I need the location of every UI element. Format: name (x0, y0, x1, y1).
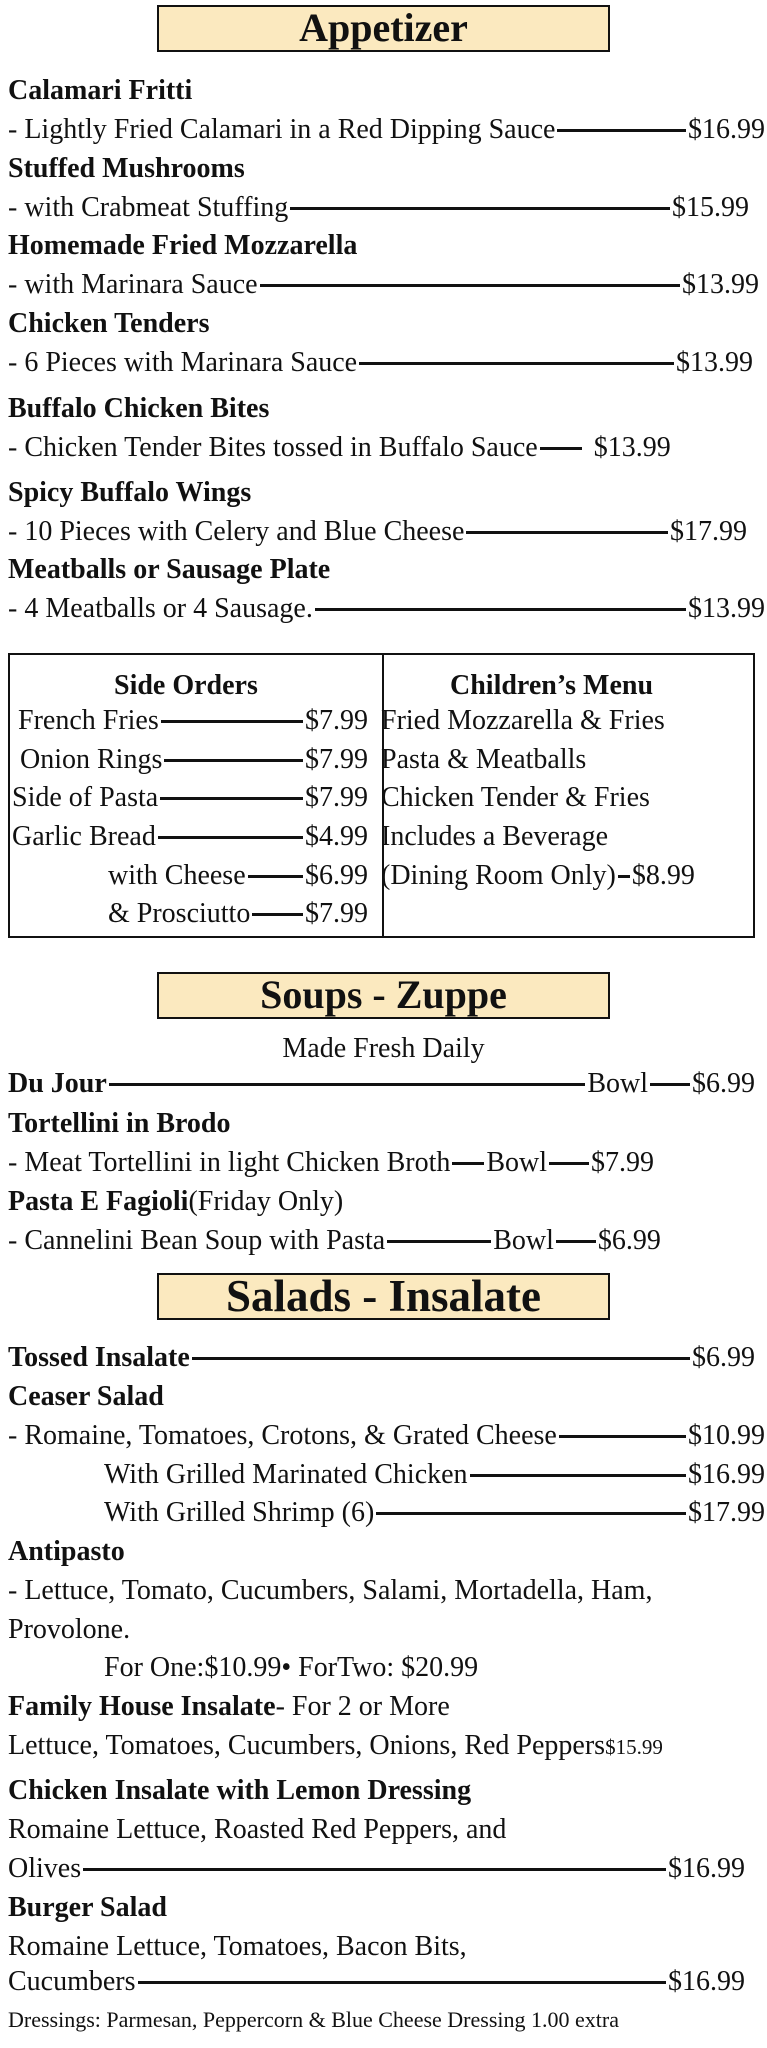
menu-item-line (8, 513, 765, 551)
menu-item-price: $16.99 (688, 114, 765, 145)
menu-item-desc: Lettuce, Tomatoes, Cucumbers, Onions, Red Peppers (8, 1730, 606, 1761)
leader-line (650, 1083, 690, 1086)
leader-line (556, 1240, 596, 1243)
menu-item-desc: - 6 Pieces with Marinara Sauce (8, 347, 358, 378)
menu-item-price: $15.99 (605, 1735, 663, 1759)
side-item-price: $7.99 (305, 744, 368, 775)
menu-item-desc: - 4 Meatballs or 4 Sausage. (8, 593, 313, 624)
kids-price-row (381, 857, 749, 895)
leader-line (470, 1474, 686, 1477)
side-item (20, 741, 368, 779)
leader-line (549, 1162, 589, 1165)
menu-item-note: - For 2 or More (275, 1691, 450, 1722)
menu-item-line (8, 429, 765, 467)
menu-item-price: $13.99 (593, 432, 671, 463)
kids-item: Chicken Tender & Fries (381, 782, 650, 813)
menu-item-price: $16.99 (688, 1459, 765, 1490)
side-item (18, 702, 368, 740)
side-item-label: with Cheese (108, 860, 246, 891)
side-item (108, 857, 368, 895)
menu-item-name: Calamari Fritti (8, 75, 193, 106)
menu-item-name: Buffalo Chicken Bites (8, 393, 270, 424)
side-item-price: $4.99 (305, 821, 368, 852)
leader-line (376, 1512, 686, 1515)
kids-item: Includes a Beverage (381, 821, 608, 852)
leader-line (559, 1435, 686, 1438)
menu-item-name: Tortellini in Brodo (8, 1108, 231, 1139)
menu-item-desc: - Chicken Tender Bites tossed in Buffalo Sauce (8, 432, 538, 463)
leader-line (540, 447, 582, 450)
menu-item-name: Spicy Buffalo Wings (8, 477, 252, 508)
menu-item-price: $10.99 (688, 1420, 765, 1451)
menu-item-name: Ceaser Salad (8, 1381, 164, 1412)
menu-item-desc: Romaine Lettuce, Tomatoes, Bacon Bits, (8, 1931, 467, 1962)
menu-item-desc: - Romaine, Tomatoes, Crotons, & Grated Cheese (8, 1420, 557, 1451)
menu-item-name: Tossed Insalate (8, 1342, 190, 1373)
menu-item-name: Family House Insalate (8, 1691, 276, 1722)
leader-line (452, 1162, 484, 1165)
appetizer-header (157, 5, 610, 52)
leader-line (161, 720, 303, 723)
menu-item-desc: Provolone. (8, 1614, 131, 1645)
soups-header (157, 972, 610, 1019)
menu-item-line (8, 1065, 765, 1103)
leader-line (618, 875, 630, 878)
menu-item-line (8, 189, 765, 227)
menu-item-title-line (8, 1688, 765, 1726)
menu-item-price: $16.99 (668, 1853, 745, 1884)
bowl-label: Bowl (486, 1147, 548, 1178)
menu-item-desc: - with Marinara Sauce (8, 269, 258, 300)
side-item-price: $7.99 (305, 782, 368, 813)
leader-line (252, 913, 303, 916)
leader-line (138, 1981, 666, 1984)
menu-item-price: $15.99 (672, 192, 749, 223)
side-item (108, 895, 368, 933)
menu-item-desc: Olives (8, 1853, 82, 1884)
menu-item-name: Chicken Insalate with Lemon Dressing (8, 1775, 472, 1806)
side-item-label: French Fries (18, 705, 159, 736)
kids-item: (Dining Room Only) (381, 860, 616, 891)
menu-item-desc: Cucumbers (8, 1966, 136, 1997)
kids-item: Fried Mozzarella & Fries (381, 705, 665, 736)
side-item-label: & Prosciutto (108, 898, 251, 929)
menu-item-line (8, 1963, 765, 2001)
menu-item-title-line (8, 1183, 765, 1221)
leader-line (290, 207, 670, 210)
kids-item: Pasta & Meatballs (381, 744, 587, 775)
leader-line (557, 129, 686, 132)
menu-item-name: Du Jour (8, 1068, 107, 1099)
menu-item-name: Stuffed Mushrooms (8, 153, 245, 184)
leader-line (248, 875, 303, 878)
leader-line (359, 362, 674, 365)
menu-item-price: For One:$10.99• ForTwo: $20.99 (104, 1652, 479, 1683)
menu-item-desc: - with Crabmeat Stuffing (8, 192, 289, 223)
side-item-price: $7.99 (305, 705, 368, 736)
leader-line (164, 759, 303, 762)
side-item (12, 818, 368, 856)
side-item (12, 779, 368, 817)
menu-item-name: Chicken Tenders (8, 308, 210, 339)
soups-subtitle: Made Fresh Daily (282, 1033, 485, 1064)
menu-item-line (8, 1417, 765, 1455)
bowl-label: Bowl (587, 1068, 648, 1099)
menu-item-desc: With Grilled Marinated Chicken (104, 1459, 468, 1490)
menu-item-price: $7.99 (591, 1147, 655, 1178)
menu-item-desc: With Grilled Shrimp (6) (104, 1497, 375, 1528)
side-item-label: Garlic Bread (12, 821, 156, 852)
menu-item-name: Pasta E Fagioli (8, 1186, 189, 1217)
salads-header (157, 1273, 610, 1320)
menu-item-price: $17.99 (670, 516, 747, 547)
menu-item-price: $6.99 (597, 1225, 661, 1256)
bowl-label: Bowl (493, 1225, 554, 1256)
leader-line (260, 284, 680, 287)
side-item-price: $7.99 (305, 898, 368, 929)
menu-item-name: Homemade Fried Mozzarella (8, 230, 358, 261)
salads-title: Salads - Insalate (225, 1271, 542, 1321)
side-item-price: $6.99 (305, 860, 368, 891)
menu-item-price: $17.99 (688, 1497, 765, 1528)
leader-line (466, 531, 668, 534)
menu-item-line (8, 1727, 765, 1765)
menu-item-line (8, 1144, 765, 1182)
side-orders-title: Side Orders (114, 670, 258, 701)
menu-item-line (8, 266, 765, 304)
leader-line (387, 1240, 491, 1243)
menu-item-desc: - Lettuce, Tomato, Cucumbers, Salami, Mortadella, Ham, (8, 1575, 653, 1606)
leader-line (158, 836, 303, 839)
menu-item-line (8, 1222, 765, 1260)
menu-item-note: (Friday Only) (188, 1186, 344, 1217)
menu-item-line (8, 1850, 765, 1888)
leader-line (315, 608, 686, 611)
menu-item-price: $13.99 (676, 347, 753, 378)
menu-item-line (8, 590, 765, 628)
childrens-menu-title: Children’s Menu (450, 670, 654, 701)
menu-item-line (8, 111, 765, 149)
leader-line (83, 1868, 666, 1871)
menu-item-price: $13.99 (682, 269, 759, 300)
menu-item-name: Burger Salad (8, 1892, 167, 1923)
menu-item-desc: - Meat Tortellini in light Chicken Broth (8, 1147, 451, 1178)
menu-item-price: $13.99 (688, 593, 765, 624)
kids-price: $8.99 (631, 860, 695, 891)
leader-line (160, 797, 303, 800)
side-item-label: Side of Pasta (12, 782, 159, 813)
menu-item-line (8, 344, 765, 382)
menu-item-line (104, 1456, 765, 1494)
menu-item-line (104, 1494, 765, 1532)
leader-line (192, 1357, 690, 1360)
menu-item-line (8, 1339, 765, 1377)
leader-line (109, 1083, 586, 1086)
menu-item-desc: - Lightly Fried Calamari in a Red Dipping Sauce (8, 114, 556, 145)
side-item-label: Onion Rings (20, 744, 163, 775)
menu-item-price: $6.99 (692, 1068, 755, 1099)
menu-item-price: $6.99 (692, 1342, 755, 1373)
menu-item-name: Antipasto (8, 1536, 125, 1567)
menu-item-desc: Romaine Lettuce, Roasted Red Peppers, and (8, 1814, 507, 1845)
dressings-note: Dressings: Parmesan, Peppercorn & Blue Cheese Dressing 1.00 extra (8, 2007, 619, 2032)
appetizer-title: Appetizer (299, 5, 468, 50)
menu-item-desc: - Cannelini Bean Soup with Pasta (8, 1225, 386, 1256)
soups-title: Soups - Zuppe (260, 972, 507, 1017)
menu-item-price: $16.99 (668, 1966, 745, 1997)
menu-item-name: Meatballs or Sausage Plate (8, 554, 331, 585)
menu-item-desc: - 10 Pieces with Celery and Blue Cheese (8, 516, 465, 547)
